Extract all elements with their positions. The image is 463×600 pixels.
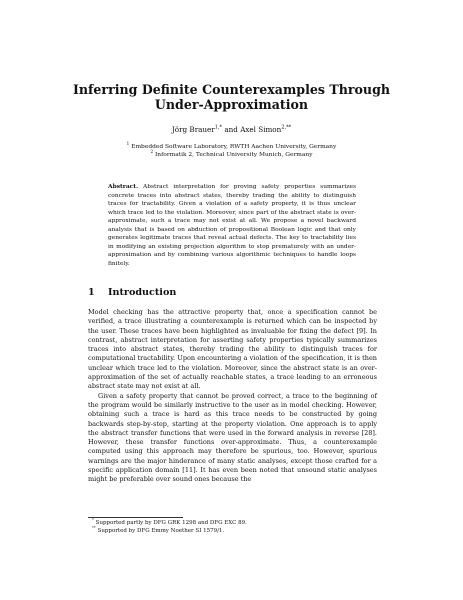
affiliation	[60, 143, 403, 151]
title-line-2: Under-Approximation	[154, 97, 309, 112]
author-name: Axel Simon	[240, 125, 282, 134]
section-heading	[88, 287, 388, 298]
footnotes	[88, 517, 377, 536]
abstract	[108, 183, 356, 268]
footnote-mark: **	[92, 524, 96, 530]
affiliation-mark: 1	[126, 141, 130, 147]
affiliation	[60, 151, 403, 159]
body-text	[88, 308, 377, 485]
affiliation-text: Informatik 2, Technical University Munich, Germany	[154, 152, 313, 159]
abstract-text: Abstract interpretation for proving safety properties summarizes concrete traces into abstract states, thereby trading the ability to distinguish traces for tractability. Given a violation of a safety property, it is thus unclear which trace led to the violation. Moreover, since part of the abstract state is over-approximate, such a trace may not exist at all. We propose a novel backward analysis that is based on abduction of propositional Boolean logic and that only generates legitimate traces that reveal actual defects. The key to tractability lies in modifying an existing projection algorithm to stop prematurely with an under-approximation and by combining various algorithmic techniques to handle loops finitely.	[108, 184, 356, 267]
author-marks: 2,**	[281, 124, 292, 131]
section-number: 1	[88, 287, 95, 298]
author-list	[60, 125, 403, 134]
paragraph: Model checking has the attractive property that, once a specification cannot be verified, a trace illustrating a counterexample is returned which can be inspected by the user. These traces have been highlighted as invaluable for fixing the defect [9]. In contrast, abstract interpretation for asserting safety properties typically summarizes traces into abstract states, thereby trading the ability to distinguish traces for computational tractability. Upon encountering a violation of the specification, it is then unclear which trace led to the violation. Moreover, since the abstract state is an over-approximation of the set of actually reachable states, a trace leading to an erroneous abstract state may not exist at all.	[88, 308, 377, 391]
affiliation-text: Embedded Software Laboratory, RWTH Aachen University, Germany	[131, 144, 337, 150]
title-line-1: Inferring Definite Counterexamples Through	[72, 82, 391, 97]
author-marks: 1,*	[214, 124, 223, 131]
paper-title	[60, 82, 403, 112]
footnote-mark: *	[92, 517, 94, 523]
paragraph: Given a safety property that cannot be proved correct, a trace to the beginning of the program would be similarly instructive to the user as in model checking. However, obtaining such a trace is hard as this trace needs to be constructed by going backwards step-by-step, starting at the property violation. One approach is to apply the abstract transfer functions that were used in the forward analysis in reverse [28]. However, these transfer functions over-approximate. Thus, a counterexample computed using this approach may therefore be spurious, too. However, spurious warnings are the major hinderance of many static analyses, except those crafted for a specific application domain [11]. It has even been noted that unsound static analyses might be preferable over sound ones because the	[88, 391, 377, 484]
footnote	[88, 517, 377, 528]
affiliation-list	[60, 143, 403, 160]
author-name: Jörg Brauer	[171, 125, 215, 134]
footnote-rule	[88, 517, 183, 518]
abstract-label: Abstract.	[108, 183, 139, 190]
footnote	[88, 524, 377, 536]
footnote-text: Supported partly by DFG GRK 1298 and DFG EXC 89.	[95, 520, 247, 526]
affiliation-mark: 2	[150, 149, 154, 155]
author-conjunction: and	[224, 125, 238, 134]
section-title: Introduction	[108, 287, 177, 298]
footnote-text: Supported by DFG Emmy Noether SI 1579/1.	[97, 527, 225, 534]
